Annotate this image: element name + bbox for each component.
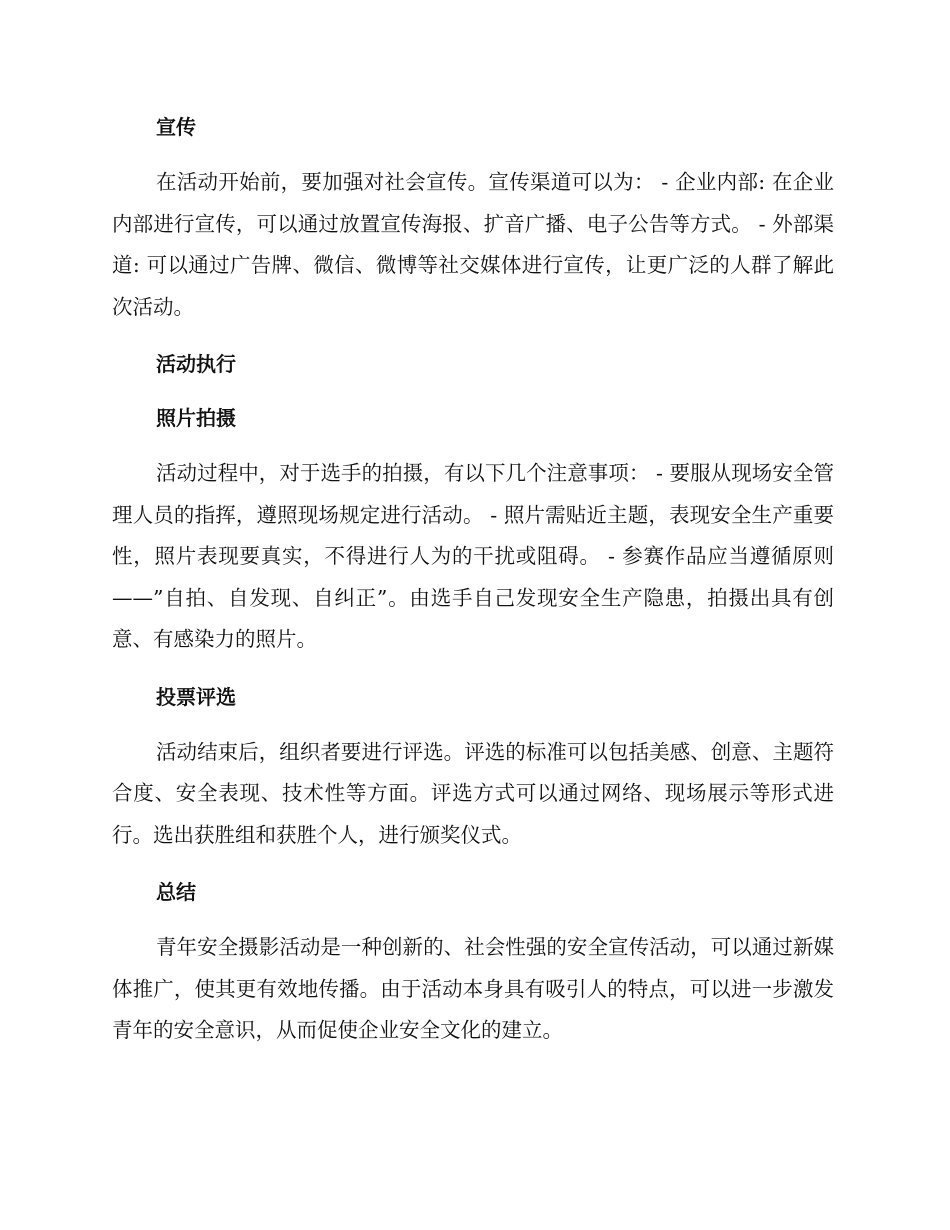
section-body-publicity: 在活动开始前，要加强对社会宣传。宣传渠道可以为： - 企业内部: 在企业内部进行宣传，可以通过放置宣传海报、扩音广播、电子公告等方式。 - 外部渠道: 可以通过广告牌、微信、微博等社交媒体进行宣传，让更广泛的人群了解此次活动。: [112, 170, 834, 319]
section-heading-summary: 总结: [156, 880, 196, 904]
section-heading-voting: 投票评选: [156, 684, 236, 709]
section-body-voting: 活动结束后，组织者要进行评选。评选的标准可以包括美感、创意、主题符合度、安全表现、技术性等方面。评选方式可以通过网络、现场展示等形式进行。选出获胜组和获胜个人，进行颁奖仪式。: [112, 739, 834, 847]
section-body-summary: 青年安全摄影活动是一种创新的、社会性强的安全宣传活动，可以通过新媒体推广，使其更有效地传播。由于活动本身具有吸引人的特点，可以进一步激发青年的安全意识，从而促使企业安全文化的建立。: [112, 935, 834, 1042]
document-content: [112, 108, 834, 1052]
section-heading-publicity: 宣传: [156, 115, 196, 139]
section-heading-execution: 活动执行: [156, 352, 236, 376]
section-heading-photography: 照片拍摄: [156, 406, 236, 430]
section-body-photography: 活动过程中，对于选手的拍摄，有以下几个注意事项： - 要服从现场安全管理人员的指挥，遵照现场规定进行活动。 - 照片需贴近主题，表现安全生产重要性，照片表现要真实，不得进行人为的干扰或阻碍。 - 参赛作品应当遵循原则——”自拍、自发现、自纠正”。由选手自己发现安全生产隐患，拍摄出具有创意、有感染力的照片。: [112, 461, 834, 651]
